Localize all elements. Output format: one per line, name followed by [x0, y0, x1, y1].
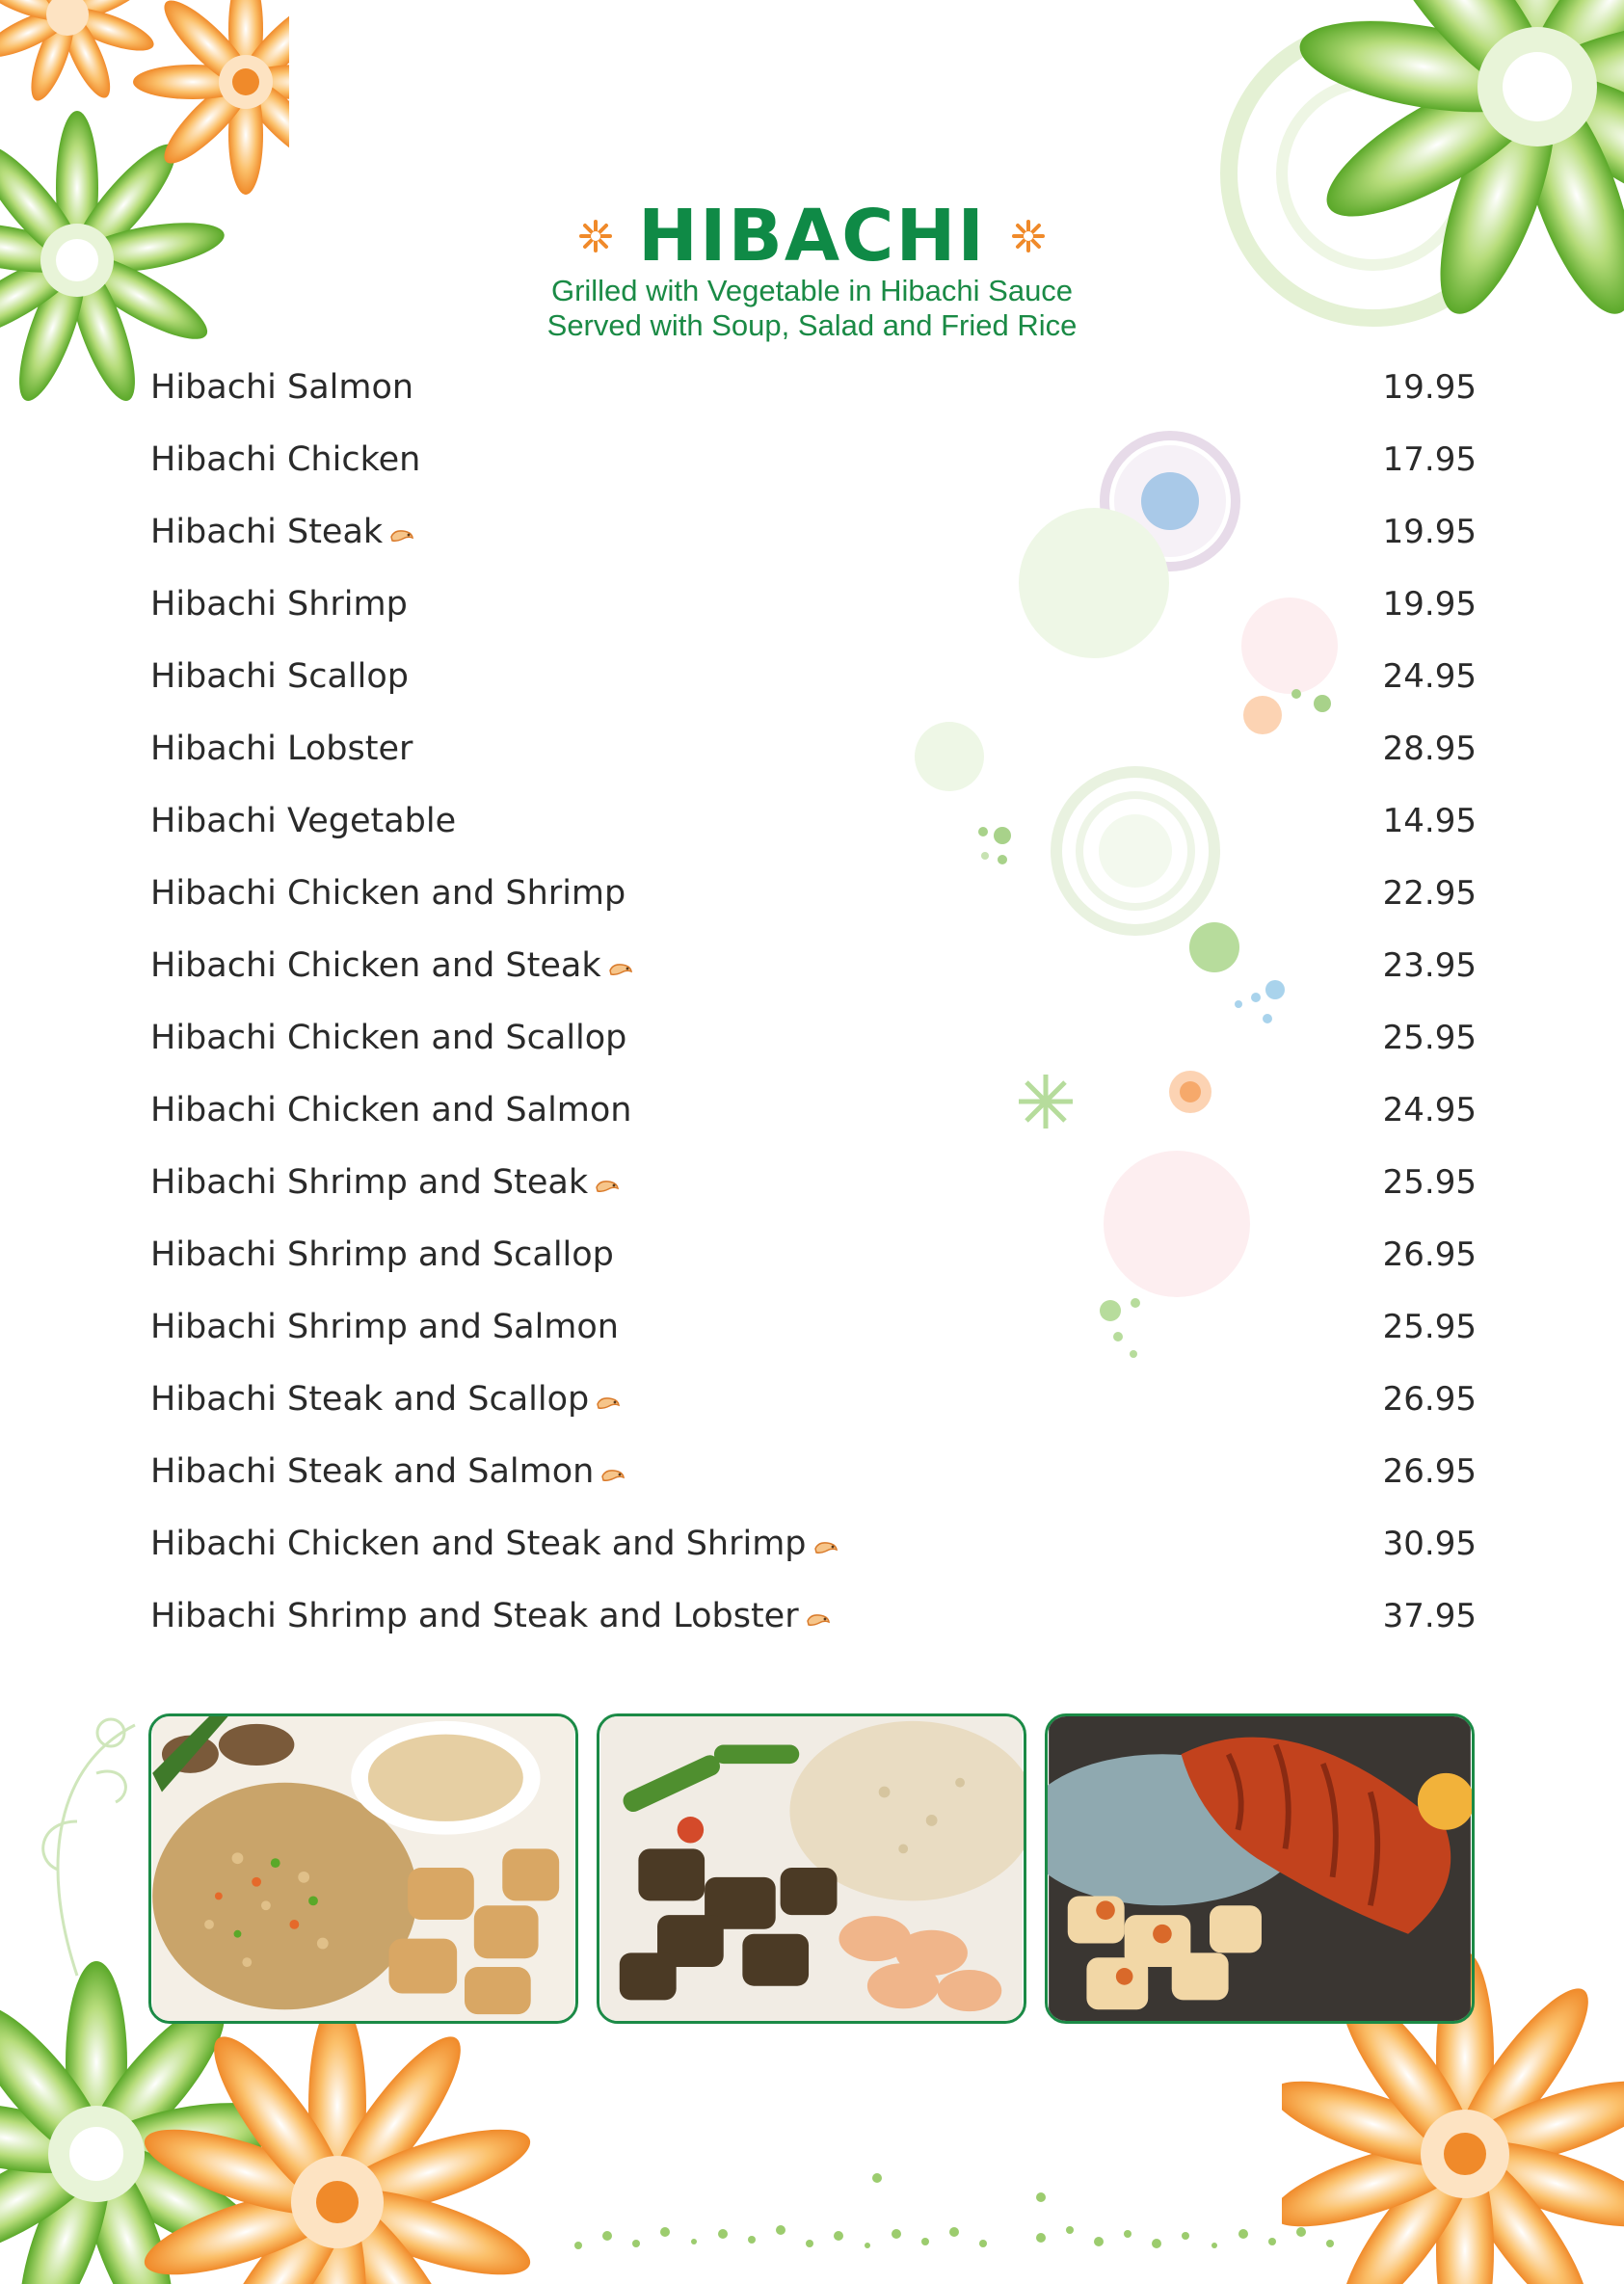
menu-item-name-wrap: [150, 1019, 626, 1057]
section-subtitle-line2: Served with Soup, Salad and Fried Rice: [546, 308, 1078, 342]
menu-item-price: 24.95: [1382, 656, 1477, 696]
menu-item-name-wrap: [150, 874, 626, 913]
menu-item: [150, 1507, 1477, 1580]
right-star-icon: [1011, 219, 1046, 253]
menu-item: [150, 1146, 1477, 1218]
menu-item-name: Hibachi Chicken and Scallop: [150, 1018, 627, 1057]
menu-item-name: Hibachi Lobster: [150, 729, 413, 768]
dotted-line-decoration: [559, 2159, 1388, 2255]
hibachi-steak-shrimp-photo: [597, 1713, 1026, 2024]
section-title: HIBACHI: [638, 195, 986, 278]
menu-item-price: 14.95: [1382, 801, 1477, 840]
menu-item-price: 19.95: [1382, 367, 1477, 407]
menu-item: [150, 640, 1477, 712]
menu-item-name: Hibachi Steak and Salmon: [150, 1451, 595, 1491]
menu-item-name-wrap: [150, 1525, 839, 1563]
hibachi-lobster-photo: [1045, 1713, 1475, 2024]
menu-item: [150, 1218, 1477, 1290]
menu-item-name-wrap: [150, 1091, 632, 1129]
menu-item-name: Hibachi Shrimp and Scallop: [150, 1235, 614, 1274]
shrimp-icon: [805, 1611, 832, 1631]
menu-item-name-wrap: [150, 1452, 626, 1491]
shrimp-icon: [594, 1178, 621, 1197]
menu-item: [150, 1074, 1477, 1146]
menu-item: [150, 495, 1477, 568]
menu-item-name-wrap: [150, 585, 408, 624]
menu-item-name: Hibachi Chicken and Shrimp: [150, 873, 626, 913]
menu-item-name-wrap: [150, 1380, 622, 1419]
menu-item-name-wrap: [150, 368, 413, 407]
menu-item: [150, 423, 1477, 495]
menu-item-name-wrap: [150, 657, 409, 696]
shrimp-icon: [599, 1467, 626, 1486]
menu-item-name-wrap: [150, 730, 413, 768]
menu-item-name-wrap: [150, 1308, 619, 1346]
menu-item-name-wrap: [150, 513, 415, 551]
menu-item-name: Hibachi Chicken and Salmon: [150, 1090, 632, 1129]
menu-item-name: Hibachi Vegetable: [150, 801, 457, 840]
menu-item-name: Hibachi Shrimp and Salmon: [150, 1307, 619, 1346]
menu-item-name: Hibachi Chicken: [150, 439, 421, 479]
menu-item: [150, 929, 1477, 1001]
menu-item-price: 25.95: [1382, 1018, 1477, 1057]
section-subtitle-line1: Grilled with Vegetable in Hibachi Sauce: [550, 274, 1074, 307]
left-star-icon: [578, 219, 613, 253]
menu-item-name-wrap: [150, 802, 456, 840]
menu-item-name-wrap: [150, 1163, 621, 1202]
menu-item-name: Hibachi Shrimp: [150, 584, 408, 624]
menu-item: [150, 1001, 1477, 1074]
menu-item: [150, 1435, 1477, 1507]
menu-item-price: 26.95: [1382, 1235, 1477, 1274]
menu-item-name: Hibachi Chicken and Steak: [150, 945, 601, 985]
shrimp-icon: [607, 961, 634, 980]
hibachi-chicken-fried-rice-photo: [148, 1713, 578, 2024]
menu-item-price: 22.95: [1382, 873, 1477, 913]
menu-item-price: 19.95: [1382, 584, 1477, 624]
menu-item-name: Hibachi Scallop: [150, 656, 409, 696]
menu-item-name-wrap: [150, 1235, 614, 1274]
menu-item-name: Hibachi Steak: [150, 512, 384, 551]
menu-item: [150, 568, 1477, 640]
menu-item: [150, 351, 1477, 423]
menu-item-price: 17.95: [1382, 439, 1477, 479]
menu-item-name: Hibachi Chicken and Steak and Shrimp: [150, 1524, 807, 1563]
menu-item-name-wrap: [150, 1597, 832, 1635]
menu-item-price: 24.95: [1382, 1090, 1477, 1129]
shrimp-icon: [595, 1394, 622, 1414]
menu-item-name: Hibachi Salmon: [150, 367, 414, 407]
shrimp-icon: [388, 527, 415, 546]
menu-item-price: 19.95: [1382, 512, 1477, 551]
menu-item-name: Hibachi Shrimp and Steak: [150, 1162, 589, 1202]
menu-item-price: 25.95: [1382, 1162, 1477, 1202]
menu-item-price: 26.95: [1382, 1451, 1477, 1491]
menu-item: [150, 712, 1477, 784]
menu-item: [150, 1363, 1477, 1435]
menu-item-name-wrap: [150, 440, 420, 479]
menu-item-price: 26.95: [1382, 1379, 1477, 1419]
menu-item-price: 30.95: [1382, 1524, 1477, 1563]
menu-item: [150, 784, 1477, 857]
menu-item-price: 28.95: [1382, 729, 1477, 768]
menu-item: [150, 1580, 1477, 1652]
menu-item-name: Hibachi Shrimp and Steak and Lobster: [150, 1596, 799, 1635]
menu-list: [150, 351, 1477, 1652]
menu-item-name-wrap: [150, 946, 634, 985]
menu-item-name: Hibachi Steak and Scallop: [150, 1379, 590, 1419]
menu-item-price: 37.95: [1382, 1596, 1477, 1635]
section-header: [0, 195, 1624, 278]
shrimp-icon: [812, 1539, 839, 1558]
menu-item-price: 25.95: [1382, 1307, 1477, 1346]
menu-item-price: 23.95: [1382, 945, 1477, 985]
menu-item: [150, 1290, 1477, 1363]
menu-item: [150, 857, 1477, 929]
